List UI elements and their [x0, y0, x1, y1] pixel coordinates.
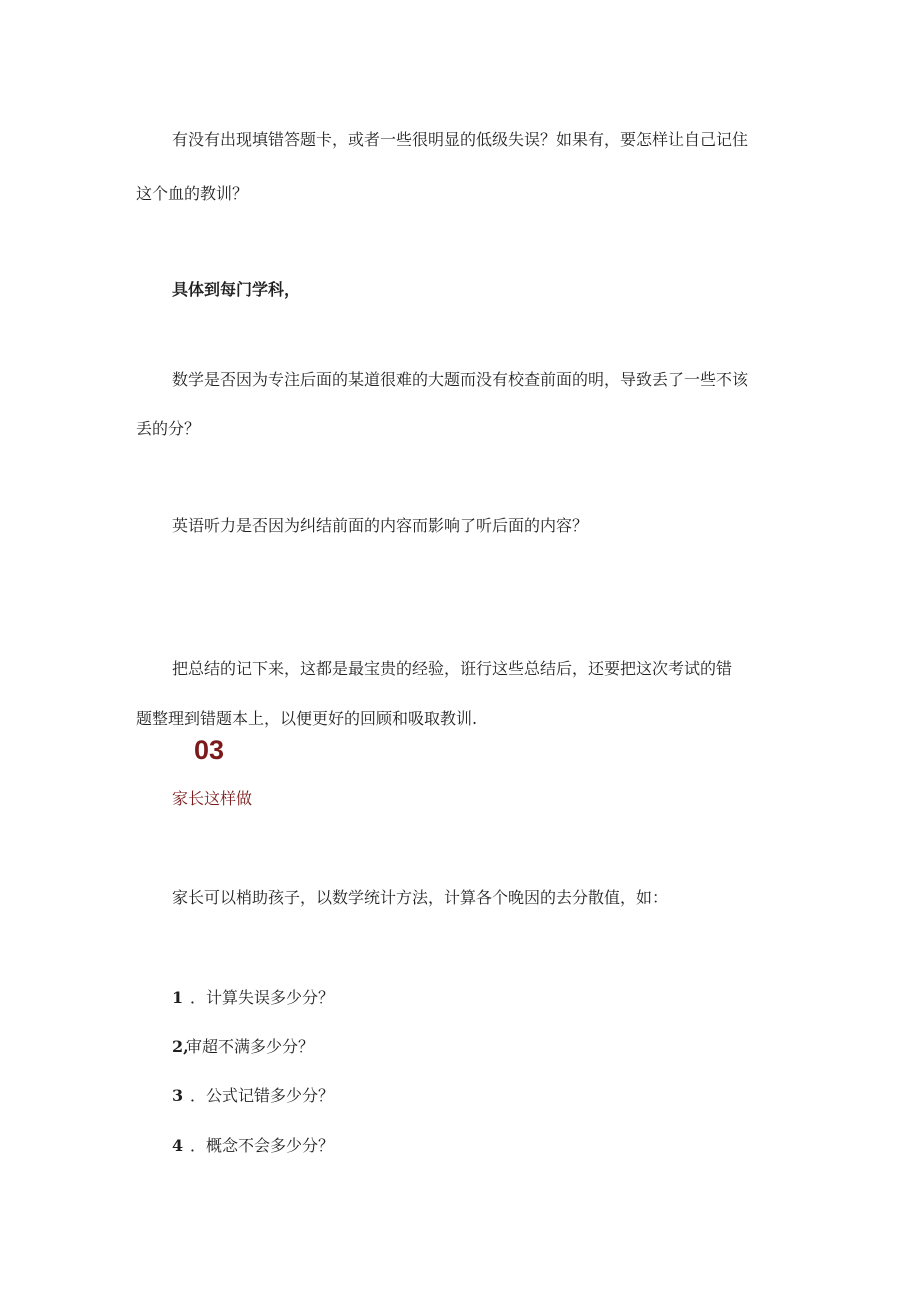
paragraph-summary-line2: 题整理到错题本上，以便更好的回顾和吸取教训. — [136, 709, 478, 728]
list-item-text: ．公式记错多少分？ — [190, 1086, 335, 1105]
paragraph-parent: 家长可以梢助孩子，以数学统计方法，计算各个晚因的去分散值，如： — [172, 888, 669, 907]
list-item — [172, 988, 334, 1008]
list-item — [172, 1037, 314, 1057]
section-number: 03 — [194, 735, 225, 765]
list-item — [172, 1136, 334, 1156]
subject-heading: 具体到每门学科， — [172, 280, 301, 299]
paragraph-math-line1: 数学是否因为专注后面的某道很难的大题而没有校查前面的明，导致丢了一些不该 — [172, 370, 749, 389]
paragraph-mistake-check-line1: 有没有出现填错答题卡，或者一些很明显的低级失误？如果有，要怎样让自己记住 — [172, 130, 749, 149]
section-title: 家长这样做 — [172, 789, 253, 808]
paragraph-mistake-check-line2: 这个血的教训？ — [136, 184, 249, 203]
list-item-text: 审超不满多少分？ — [186, 1037, 315, 1056]
list-item-text: ．计算失误多少分？ — [190, 988, 335, 1007]
list-item-number: 3 — [172, 1086, 184, 1105]
list-item — [172, 1086, 334, 1106]
paragraph-math-line2: 丢的分？ — [136, 419, 201, 438]
list-item-number: 1 — [172, 988, 184, 1007]
paragraph-english: 英语听力是否因为纠结前面的内容而影响了听后面的内容？ — [172, 516, 589, 535]
list-item-number: 2, — [172, 1037, 189, 1056]
list-item-number: 4 — [172, 1136, 184, 1155]
paragraph-summary-line1: 把总结的记下来，这都是最宝贵的经验，诳行这些总结后，还要把这次考试的错 — [172, 659, 733, 678]
list-item-text: ．概念不会多少分？ — [190, 1136, 335, 1155]
